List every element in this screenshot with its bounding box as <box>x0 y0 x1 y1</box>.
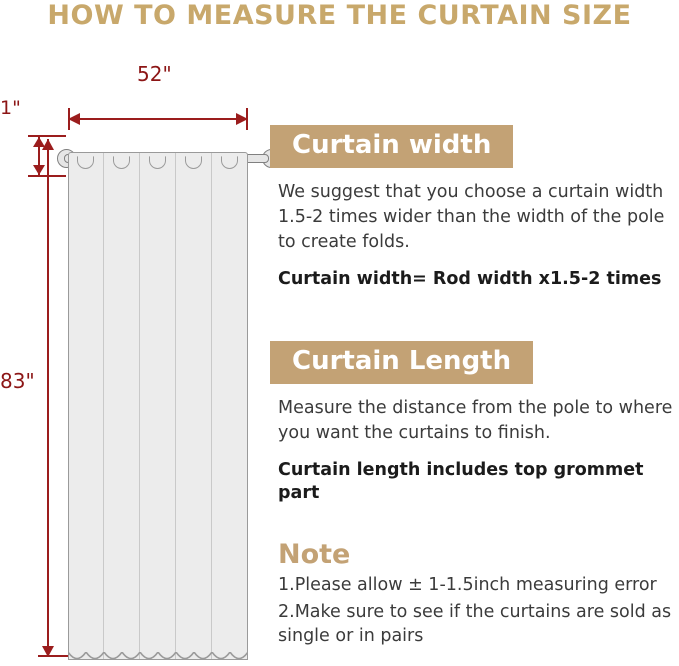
curtain-width-paragraph: We suggest that you choose a curtain width 1.5-2 times wider than the width of the pole to create folds. <box>278 181 665 253</box>
curtain-length-section <box>270 341 679 506</box>
curtain-fold <box>139 153 140 659</box>
curtain-width-banner: Curtain width <box>270 125 513 168</box>
header-measurement-label: 1" <box>0 97 21 119</box>
note-section <box>270 540 679 649</box>
note-title: Note <box>278 538 351 570</box>
curtain-length-banner: Curtain Length <box>270 341 533 384</box>
width-arrow-left-icon <box>68 113 80 125</box>
curtain-width-formula: Curtain width= Rod width x1.5-2 times <box>278 268 662 289</box>
width-arrow-right-icon <box>236 113 248 125</box>
height-arrow-up-icon <box>42 139 54 150</box>
height-measurement-label: 83" <box>0 369 35 393</box>
curtain-hem <box>68 652 248 666</box>
curtain-length-formula: Curtain length includes top grommet part <box>278 459 644 504</box>
header-arrow-down-icon <box>33 165 45 175</box>
curtain-panel <box>68 152 248 660</box>
curtain-diagram <box>0 44 300 661</box>
width-measurement-label: 52" <box>137 62 172 86</box>
curtain-fold <box>175 153 176 659</box>
curtain-width-section <box>270 125 679 291</box>
page-title: HOW TO MEASURE THE CURTAIN SIZE <box>47 0 632 31</box>
width-dimension-line <box>68 118 248 120</box>
curtain-length-paragraph: Measure the distance from the pole to where you want the curtains to finish. <box>278 397 673 444</box>
height-dimension-line <box>47 139 49 657</box>
note-line-1: 1.Please allow ± 1-1.5inch measuring error <box>278 574 657 595</box>
instructions-column <box>270 125 679 649</box>
curtain-fold <box>211 153 212 659</box>
note-line-2: 2.Make sure to see if the curtains are sold as single or in pairs <box>278 602 672 646</box>
curtain-fold <box>103 153 104 659</box>
